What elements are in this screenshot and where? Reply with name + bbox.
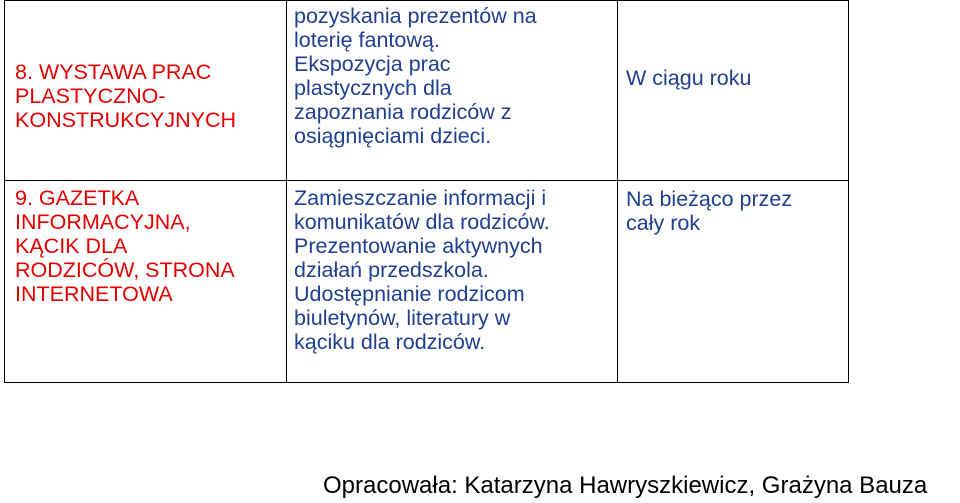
activity-description [287, 186, 617, 354]
activity-term [618, 181, 848, 235]
term-cell [618, 1, 849, 181]
description-line: Prezentowanie aktywnych [294, 234, 543, 258]
term-line: cały rok [626, 211, 701, 235]
activity-term [618, 1, 848, 90]
title-cell [5, 181, 287, 383]
activities-table [4, 0, 849, 383]
description-line: komunikatów dla rodziców. [294, 210, 550, 234]
description-line: biuletynów, literatury w [294, 306, 511, 330]
description-line: osiągnięciami dzieci. [294, 124, 492, 148]
term-line: Na bieżąco przez [626, 187, 793, 211]
table-row [5, 1, 849, 181]
description-line: loterię fantową. [294, 28, 440, 52]
term-cell [618, 181, 849, 383]
table-row [5, 181, 849, 383]
description-line: zapoznania rodziców z [294, 100, 512, 124]
description-line: Udostępnianie rodzicom [294, 282, 525, 306]
term-line: W ciągu roku [626, 66, 752, 90]
activity-description [287, 4, 617, 148]
description-line: pozyskania prezentów na [294, 4, 537, 28]
activity-title: 9. GAZETKA INFORMACYJNA, KĄCIK DLA RODZICÓW, STRONA INTERNETOWA [15, 186, 235, 306]
description-line: działań przedszkola. [294, 258, 489, 282]
description-line: Zamieszczanie informacji i [294, 186, 547, 210]
description-line: Ekspozycja prac [294, 52, 451, 76]
activity-title: 8. WYSTAWA PRAC PLASTYCZNO- KONSTRUKCYJNYCH [15, 60, 236, 132]
description-cell [287, 1, 618, 181]
description-line: kąciku dla rodziców. [294, 330, 486, 354]
description-line: plastycznych dla [294, 76, 452, 100]
title-cell [5, 1, 287, 181]
author-footer: Opracowała: Katarzyna Hawryszkiewicz, Grażyna Bauza [323, 472, 928, 499]
description-cell [287, 181, 618, 383]
